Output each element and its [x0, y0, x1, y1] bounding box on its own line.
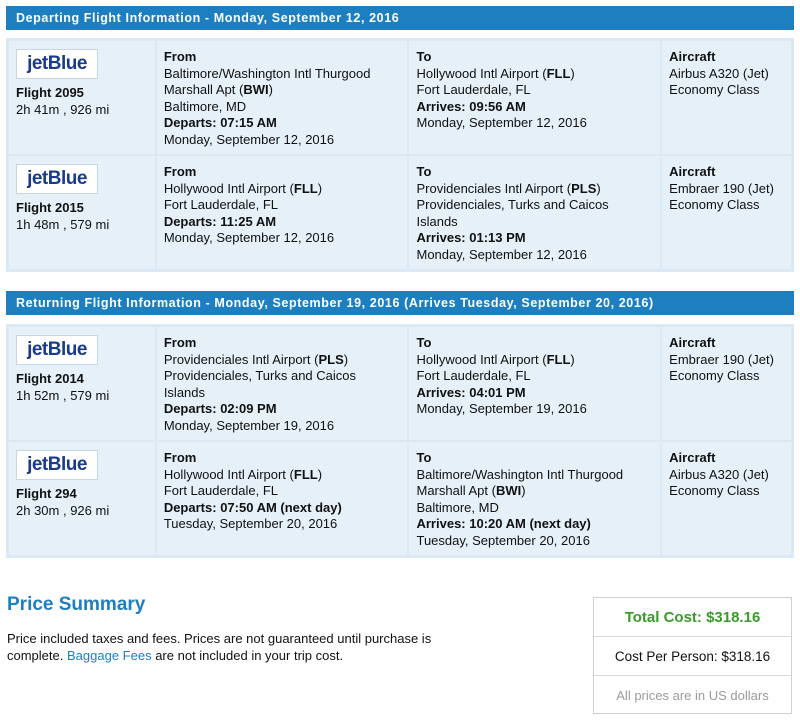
arrives-time-value: 10:20 AM (next day) — [469, 516, 591, 531]
departs-time-value: 07:15 AM — [220, 115, 277, 130]
jetblue-logo — [16, 335, 98, 365]
from-airport-name: Hollywood Intl Airport — [163, 466, 286, 482]
from-airport-code: BWI — [243, 82, 269, 97]
to-label: To — [416, 335, 432, 350]
to-city: Fort Lauderdale, FL — [416, 82, 531, 97]
from-airport-code: PLS — [318, 351, 344, 367]
arrival-time — [416, 516, 653, 533]
price-note — [7, 630, 467, 664]
departing-header: Departing Flight Information - Monday, September 12, 2016 — [6, 6, 794, 30]
departs-label: Departs: — [163, 213, 217, 229]
to-label: To — [416, 450, 432, 465]
arrives-time-value: 01:13 PM — [469, 230, 526, 245]
cost-per-person: Cost Per Person: $318.16 — [594, 637, 791, 676]
to-airport-name: Providenciales Intl Airport — [416, 180, 564, 196]
aircraft-label: Aircraft — [669, 450, 716, 465]
price-note-text-2: are not included in your trip cost. — [155, 648, 344, 663]
to-airport: Baltimore/Washington Intl Thurgood Marshall Apt (BWI) — [416, 466, 624, 498]
aircraft-cell — [662, 156, 791, 269]
flight-row — [9, 442, 791, 555]
returning-header: Returning Flight Information - Monday, September 19, 2016 (Arrives Tuesday, September 20, 2016) — [6, 291, 794, 315]
flight-duration: 2h 30m , 926 mi — [16, 502, 110, 518]
to-airport-code: PLS — [571, 180, 597, 196]
aircraft-cell — [662, 41, 791, 154]
departs-time-value: 11:25 AM — [220, 213, 277, 229]
to-city: Fort Lauderdale, FL — [416, 368, 531, 383]
from-city: Baltimore, MD — [163, 98, 247, 114]
baggage-fees-link[interactable]: Baggage Fees — [67, 648, 152, 663]
to-airport-name: Hollywood Intl Airport — [416, 351, 539, 367]
to-airport-code: FLL — [546, 351, 571, 367]
to-label: To — [416, 49, 432, 64]
departure-time — [164, 115, 401, 132]
from-cell — [157, 327, 408, 440]
airline-cell — [9, 327, 155, 440]
cabin-class: Economy Class — [669, 197, 760, 212]
departure-time — [164, 500, 401, 517]
flight-number: Flight 2014 — [16, 371, 84, 386]
flight-row — [9, 327, 791, 440]
airline-logo-text: jetBlue — [27, 338, 87, 360]
from-city: Fort Lauderdale, FL — [163, 483, 278, 498]
departure-date: Monday, September 19, 2016 — [163, 417, 335, 433]
arrival-time — [416, 230, 653, 247]
departure-date: Monday, September 12, 2016 — [163, 131, 335, 147]
arrives-label: Arrives: — [416, 516, 466, 531]
flight-duration: 1h 48m , 579 mi — [16, 216, 110, 232]
price-note-text: Price included taxes and fees. Prices are not guaranteed until purchase is complete. — [7, 631, 432, 663]
flight-row — [9, 41, 791, 154]
to-cell — [409, 156, 660, 269]
to-city: Baltimore, MD — [416, 499, 499, 515]
to-airport-name: Hollywood Intl Airport — [416, 65, 539, 81]
to-cell — [409, 442, 660, 555]
from-airport-code: FLL — [293, 180, 318, 196]
aircraft-label: Aircraft — [669, 335, 716, 350]
to-airport-name: Baltimore/Washington Intl Thurgood Marshall Apt — [416, 466, 624, 498]
from-city: Fort Lauderdale, FL — [163, 197, 278, 212]
to-airport-code: BWI — [495, 483, 522, 498]
from-cell — [157, 156, 408, 269]
from-label: From — [163, 164, 197, 179]
jetblue-logo — [16, 164, 98, 194]
departs-label: Departs: — [163, 115, 217, 130]
arrival-date: Monday, September 19, 2016 — [416, 401, 587, 416]
flight-number: Flight 294 — [16, 486, 77, 501]
airline-cell — [9, 156, 155, 269]
to-city: Providenciales, Turks and Caicos Islands — [416, 197, 609, 229]
from-airport: Hollywood Intl Airport (FLL) — [163, 180, 323, 196]
aircraft-type: Airbus A320 (Jet) — [669, 466, 769, 482]
departure-time — [164, 214, 401, 231]
to-airport-code: FLL — [546, 65, 571, 81]
flight-duration: 2h 41m , 926 mi — [16, 101, 110, 117]
airline-logo-text: jetBlue — [27, 167, 87, 189]
from-airport-name: Providenciales Intl Airport — [163, 351, 311, 367]
aircraft-label: Aircraft — [669, 164, 716, 179]
aircraft-cell — [662, 442, 791, 555]
currency-note: All prices are in US dollars — [616, 688, 769, 703]
departs-time-value: 07:50 AM (next day) — [220, 499, 342, 515]
departing-flights — [6, 38, 794, 272]
jetblue-logo — [16, 49, 98, 79]
arrival-time — [416, 99, 653, 116]
arrives-time-value: 04:01 PM — [469, 384, 526, 400]
total-cost: Total Cost: $318.16 — [594, 598, 791, 637]
from-cell — [157, 442, 408, 555]
from-airport-name: Baltimore/Washington Intl Thurgood Marshall Apt — [163, 65, 371, 97]
from-cell — [157, 41, 408, 154]
to-label: To — [416, 164, 432, 179]
cabin-class: Economy Class — [669, 368, 760, 383]
aircraft-label: Aircraft — [669, 49, 716, 64]
cabin-class: Economy Class — [669, 483, 760, 498]
aircraft-type: Airbus A320 (Jet) — [669, 65, 769, 81]
departure-date: Tuesday, September 20, 2016 — [163, 516, 338, 531]
to-cell — [409, 327, 660, 440]
from-label: From — [163, 335, 197, 350]
arrival-date: Monday, September 12, 2016 — [416, 246, 587, 262]
from-label: From — [163, 450, 197, 465]
airline-logo-text: jetBlue — [27, 52, 87, 74]
departure-time — [164, 401, 401, 418]
aircraft-type: Embraer 190 (Jet) — [669, 351, 774, 367]
arrival-date: Monday, September 12, 2016 — [416, 115, 587, 130]
from-city: Providenciales, Turks and Caicos Islands — [163, 368, 357, 400]
arrives-time-value: 09:56 AM — [469, 98, 526, 114]
from-label: From — [163, 49, 197, 64]
jetblue-logo — [16, 450, 98, 480]
departs-label: Departs: — [163, 499, 217, 515]
arrives-label: Arrives: — [416, 230, 466, 245]
cabin-class: Economy Class — [669, 82, 760, 97]
arrival-date: Tuesday, September 20, 2016 — [416, 532, 590, 548]
departs-time-value: 02:09 PM — [220, 401, 277, 416]
from-airport-code: FLL — [293, 466, 318, 482]
to-cell — [409, 41, 660, 154]
flight-row — [9, 156, 791, 269]
to-airport: Hollywood Intl Airport (FLL) — [416, 351, 575, 367]
aircraft-type: Embraer 190 (Jet) — [669, 180, 774, 196]
departs-label: Departs: — [163, 401, 217, 416]
airline-cell — [9, 442, 155, 555]
airline-logo-text: jetBlue — [27, 453, 87, 475]
returning-flights — [6, 324, 794, 558]
to-airport: Providenciales Intl Airport (PLS) — [416, 180, 601, 196]
aircraft-cell — [662, 327, 791, 440]
arrives-label: Arrives: — [416, 384, 466, 400]
arrives-label: Arrives: — [416, 98, 466, 114]
flight-duration: 1h 52m , 579 mi — [16, 387, 110, 403]
from-airport: Hollywood Intl Airport (FLL) — [163, 466, 323, 482]
from-airport: Providenciales Intl Airport (PLS) — [163, 351, 349, 367]
flight-number: Flight 2095 — [16, 85, 84, 100]
departure-date: Monday, September 12, 2016 — [163, 230, 335, 245]
to-airport: Hollywood Intl Airport (FLL) — [416, 65, 575, 81]
flight-number: Flight 2015 — [16, 200, 84, 215]
price-box — [593, 597, 792, 714]
price-summary-title: Price Summary — [7, 594, 146, 615]
airline-cell — [9, 41, 155, 154]
from-airport: Baltimore/Washington Intl Thurgood Marshall Apt (BWI) — [163, 65, 371, 97]
from-airport-name: Hollywood Intl Airport — [163, 180, 286, 196]
arrival-time — [416, 385, 653, 402]
